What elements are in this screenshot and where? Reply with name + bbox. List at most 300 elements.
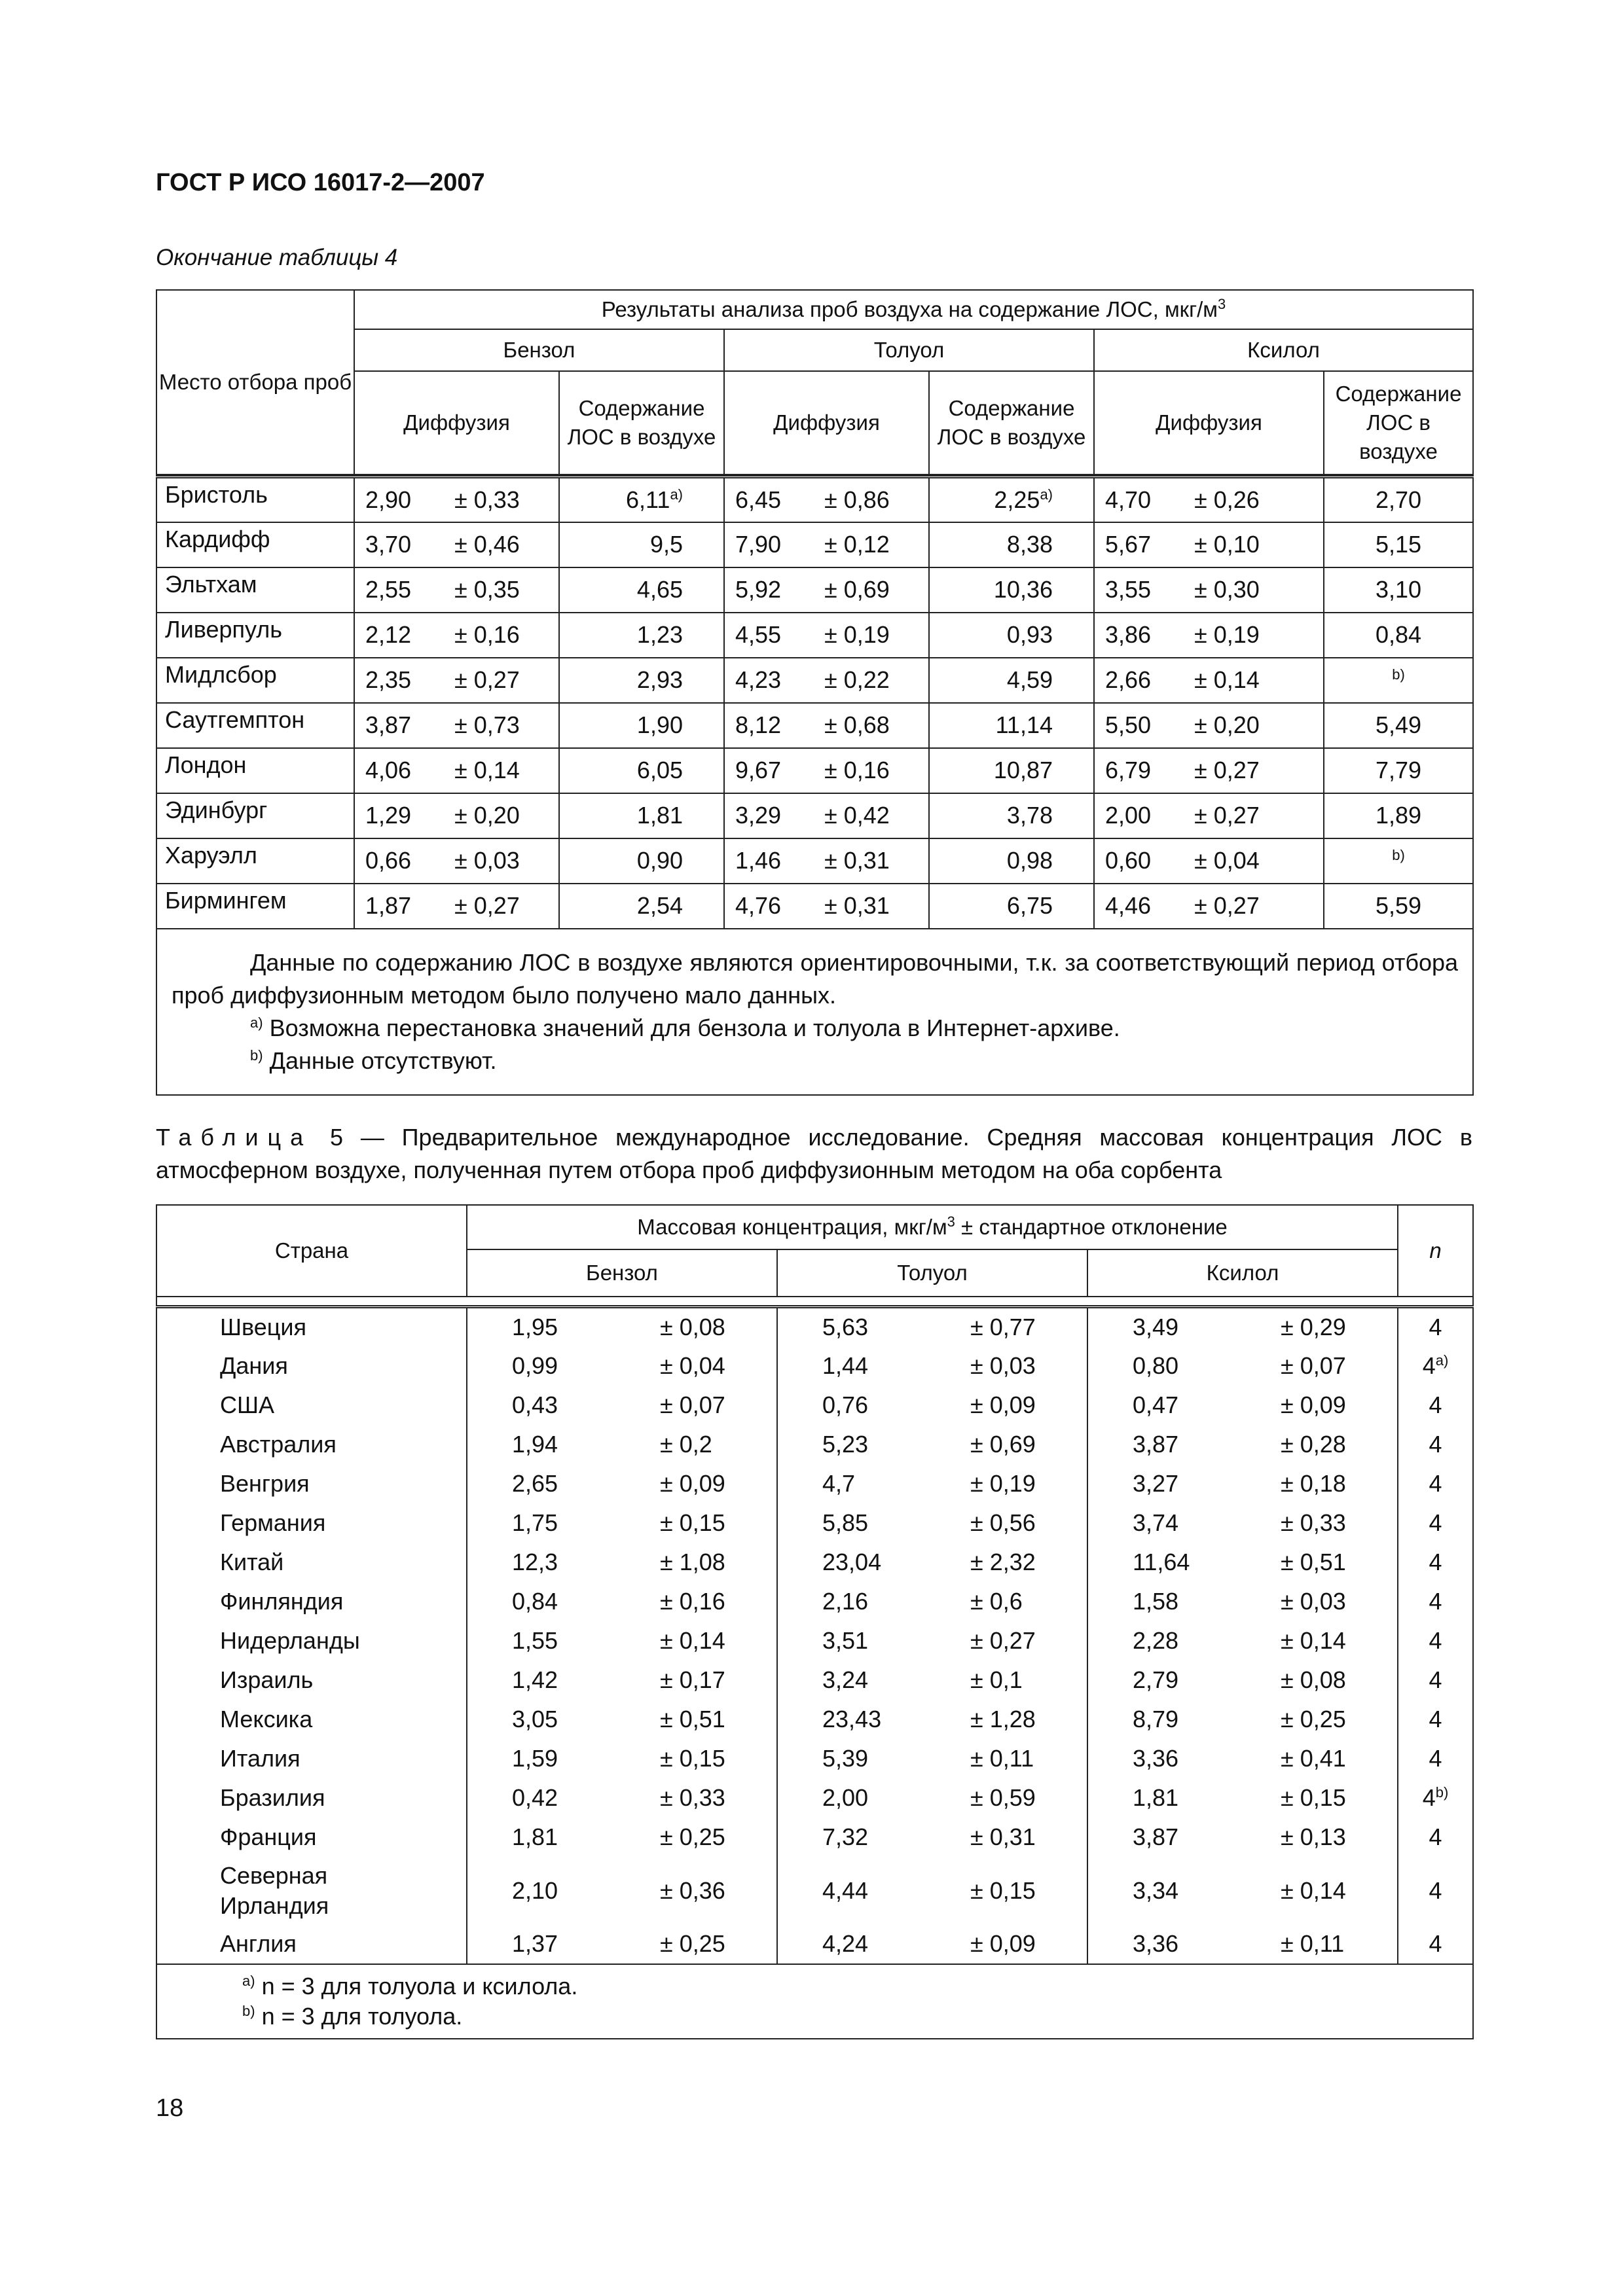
t4-xylene-sd: ± 0,04 (1194, 847, 1260, 874)
t5-toluene (777, 1818, 1087, 1857)
t5-country (156, 1700, 467, 1739)
t4-row (156, 613, 1473, 658)
t4-footnote-a: $^{a)}$ Возможна перестановка значений для бензола и толуола в Интернет-архиве. (250, 1014, 1120, 1041)
t4-toluene-value: 9,67 (735, 757, 782, 783)
t5-n (1398, 1925, 1473, 1964)
t5-xylene (1087, 1582, 1398, 1621)
t4-header-xylene: Ксилол (1094, 329, 1473, 371)
t5-n-value: 4 (1422, 1784, 1436, 1811)
t4-row (156, 884, 1473, 929)
t5-xylene-value: 3,74 (1133, 1509, 1179, 1536)
t5-n-value: 4 (1429, 1391, 1442, 1418)
t4-xylene-content-note: b) (1392, 847, 1405, 863)
t4-place: Эдинбург (156, 793, 354, 838)
t4-xylene-diffusion (1094, 793, 1324, 838)
t5-country-label: Германия (220, 1509, 326, 1536)
t5-benzene-value: 0,43 (512, 1391, 558, 1418)
t4-toluene-value: 8,12 (735, 711, 782, 738)
t5-country (156, 1739, 467, 1778)
t4-benzene-content (559, 522, 724, 567)
t4-benzene-content (559, 477, 724, 522)
t5-xylene-value: 11,64 (1133, 1548, 1190, 1575)
t5-toluene-sd: ± 0,69 (970, 1430, 1036, 1458)
t4-toluene-content (929, 703, 1094, 748)
t4-header-place: Место отбора проб (156, 290, 354, 475)
t4-note-text: Данные по содержанию ЛОС в воздухе являются ориентировочными, т.к. за соответствующий период отбора проб диффузионным методом было получено мало данных. (172, 948, 1459, 1009)
t5-toluene-sd: ± 0,11 (970, 1744, 1034, 1772)
t5-country-label: Франция (220, 1823, 317, 1850)
t5-xylene-sd: ± 0,14 (1281, 1626, 1346, 1654)
t4-header-results: Результаты анализа проб воздуха на содержание ЛОС, мкг/$м^3$ (354, 290, 1473, 329)
t5-toluene-sd: ± 0,1 (970, 1666, 1023, 1693)
t4-xylene-sd: ± 0,14 (1194, 666, 1260, 693)
t5-toluene-value: 23,04 (822, 1548, 882, 1575)
t4-xylene-value: 0,60 (1105, 847, 1152, 874)
t4-xylene-sd: ± 0,20 (1194, 711, 1260, 738)
t5-xylene (1087, 1503, 1398, 1543)
t5-country (156, 1386, 467, 1425)
t5-n (1398, 1464, 1473, 1503)
t4-xylene-diffusion (1094, 748, 1324, 793)
t5-xylene (1087, 1346, 1398, 1386)
t5-toluene (777, 1582, 1087, 1621)
t4-benzene-content (559, 838, 724, 884)
t4-benzene-sd: ± 0,27 (454, 892, 520, 919)
t4-footnote-b: $^{b)}$ Данные отсутствуют. (250, 1047, 497, 1074)
t5-row (156, 1818, 1473, 1857)
t4-benzene-value: 2,35 (365, 666, 412, 693)
t4-toluene-sd: ± 0,16 (824, 757, 890, 783)
t5-header-mass: Массовая концентрация, мкг/$м^3$ ± стандартное отклонение (467, 1205, 1398, 1249)
t5-n (1398, 1386, 1473, 1425)
t4-xylene-content (1324, 567, 1473, 613)
t4-xylene-content (1324, 613, 1473, 658)
t5-benzene-sd: ± 0,16 (660, 1587, 725, 1615)
t5-xylene-sd: ± 0,07 (1281, 1352, 1346, 1379)
t4-benzene-value: 3,87 (365, 711, 412, 738)
t4-toluene-content (929, 477, 1094, 522)
t4-benzene-content-value: 1,23 (636, 621, 683, 648)
t5-n-note: a) (1435, 1352, 1449, 1369)
t4-place: Лондон (156, 748, 354, 793)
t4-xylene-diffusion (1094, 522, 1324, 567)
t5-toluene-sd: ± 1,28 (970, 1705, 1036, 1732)
t4-benzene-content (559, 748, 724, 793)
t5-country-label: Австралия (220, 1430, 337, 1458)
t5-row (156, 1386, 1473, 1425)
t4-benzene-diffusion (354, 522, 559, 567)
t4-toluene-value: 1,46 (735, 847, 782, 874)
t5-country-label: Китай (220, 1548, 284, 1575)
t5-xylene (1087, 1660, 1398, 1700)
t4-benzene-content (559, 884, 724, 929)
t4-toluene-content (929, 748, 1094, 793)
t5-footnote-b: $^{b)}$ n = 3 для толуола. (242, 2002, 463, 2030)
table4-caption: Окончание таблицы 4 (156, 245, 398, 270)
t4-note (156, 929, 1473, 1095)
t4-toluene-sd: ± 0,19 (824, 621, 890, 648)
t5-country-label: Швеция (220, 1313, 306, 1340)
t4-benzene-value: 1,87 (365, 892, 412, 919)
t4-benzene-content-value: 9,5 (649, 531, 683, 558)
t5-benzene (467, 1307, 777, 1346)
t4-benzene-sd: ± 0,33 (454, 486, 520, 513)
t5-toluene (777, 1700, 1087, 1739)
t4-xylene-content (1324, 884, 1473, 929)
t5-benzene (467, 1700, 777, 1739)
t4-xylene-value: 3,55 (1105, 576, 1152, 603)
t5-xylene (1087, 1425, 1398, 1464)
t4-header-content: Содержание ЛОС в воздухе (929, 371, 1094, 475)
t5-toluene (777, 1346, 1087, 1386)
t4-toluene-content-value: 6,75 (1006, 892, 1053, 919)
t5-xylene (1087, 1621, 1398, 1660)
t5-xylene-sd: ± 0,51 (1281, 1548, 1346, 1575)
t5-country (156, 1582, 467, 1621)
t5-notes (156, 1964, 1473, 2039)
t5-toluene-value: 5,63 (822, 1313, 869, 1340)
t5-country (156, 1660, 467, 1700)
t4-benzene-diffusion (354, 613, 559, 658)
t5-benzene-sd: ± 0,04 (660, 1352, 725, 1379)
t5-xylene (1087, 1307, 1398, 1346)
t5-n (1398, 1307, 1473, 1346)
t4-toluene-content-value: 10,36 (993, 576, 1053, 603)
t5-xylene-value: 2,28 (1133, 1626, 1179, 1654)
t5-toluene-sd: ± 0,56 (970, 1509, 1036, 1536)
t5-benzene (467, 1464, 777, 1503)
t5-toluene-value: 3,24 (822, 1666, 869, 1693)
t4-toluene-sd: ± 0,22 (824, 666, 890, 693)
t5-country (156, 1464, 467, 1503)
t4-xylene-content-value: 1,89 (1375, 802, 1422, 829)
t4-benzene-diffusion (354, 567, 559, 613)
t5-xylene-sd: ± 0,15 (1281, 1784, 1346, 1811)
t4-header-diffusion: Диффузия (354, 371, 559, 475)
t4-row (156, 658, 1473, 703)
t5-toluene (777, 1778, 1087, 1818)
t5-xylene-sd: ± 0,33 (1281, 1509, 1346, 1536)
t4-benzene-sd: ± 0,73 (454, 711, 520, 738)
t4-toluene-content (929, 793, 1094, 838)
table4 (156, 289, 1474, 1096)
t5-country (156, 1346, 467, 1386)
t4-xylene-content (1324, 522, 1473, 567)
t5-benzene-sd: ± 0,51 (660, 1705, 725, 1732)
t5-toluene (777, 1425, 1087, 1464)
t4-xylene-content-value: 3,10 (1375, 576, 1422, 603)
t5-header-xylene: Ксилол (1087, 1249, 1398, 1297)
t5-header-n: n (1398, 1205, 1473, 1297)
t4-row (156, 793, 1473, 838)
t4-toluene-value: 6,45 (735, 486, 782, 513)
t5-benzene-sd: ± 0,33 (660, 1784, 725, 1811)
page-number: 18 (156, 2094, 184, 2122)
t5-toluene-sd: ± 0,31 (970, 1823, 1036, 1850)
t5-benzene-sd: ± 0,08 (660, 1313, 725, 1340)
t4-xylene-sd: ± 0,27 (1194, 802, 1260, 829)
t5-country-label: Северная Ирландия (220, 1861, 329, 1919)
t5-xylene (1087, 1778, 1398, 1818)
t4-benzene-value: 4,06 (365, 757, 412, 783)
t5-benzene-value: 0,42 (512, 1784, 558, 1811)
t5-toluene-sd: ± 0,09 (970, 1391, 1036, 1418)
t5-country-label: Венгрия (220, 1469, 310, 1497)
t5-row (156, 1307, 1473, 1346)
t5-xylene-sd: ± 0,41 (1281, 1744, 1346, 1772)
t4-xylene-sd: ± 0,27 (1194, 757, 1260, 783)
t5-benzene-sd: ± 0,15 (660, 1509, 725, 1536)
t4-toluene-value: 4,55 (735, 621, 782, 648)
t5-n-value: 4 (1429, 1666, 1442, 1693)
t4-toluene-diffusion (724, 477, 929, 522)
t4-toluene-diffusion (724, 838, 929, 884)
t5-country (156, 1503, 467, 1543)
t5-toluene-value: 7,32 (822, 1823, 869, 1850)
t4-xylene-diffusion (1094, 658, 1324, 703)
t4-toluene-diffusion (724, 703, 929, 748)
t5-country-label: Англия (220, 1930, 297, 1957)
t5-toluene (777, 1739, 1087, 1778)
t5-benzene (467, 1346, 777, 1386)
t5-country-label: Италия (220, 1744, 301, 1772)
t5-toluene (777, 1307, 1087, 1346)
t5-n-value: 4 (1429, 1705, 1442, 1732)
t4-xylene-sd: ± 0,10 (1194, 531, 1260, 558)
t5-country-label: Финляндия (220, 1587, 344, 1615)
t5-country-label: Бразилия (220, 1784, 325, 1811)
t4-place: Мидлсбор (156, 658, 354, 703)
t5-toluene-value: 4,44 (822, 1876, 869, 1904)
t4-xylene-sd: ± 0,19 (1194, 621, 1260, 648)
t4-xylene-content (1324, 838, 1473, 884)
t4-benzene-content-value: 6,05 (636, 757, 683, 783)
t5-row (156, 1425, 1473, 1464)
t5-toluene-sd: ± 0,09 (970, 1930, 1036, 1957)
t4-toluene-value: 4,76 (735, 892, 782, 919)
document-header: ГОСТ Р ИСО 16017-2—2007 (156, 169, 485, 196)
t5-xylene-value: 3,87 (1133, 1823, 1179, 1850)
t5-benzene-sd: ± 0,2 (660, 1430, 712, 1458)
t5-toluene-sd: ± 0,77 (970, 1313, 1036, 1340)
t5-xylene-sd: ± 0,29 (1281, 1313, 1346, 1340)
t5-benzene (467, 1621, 777, 1660)
t5-xylene (1087, 1386, 1398, 1425)
t4-benzene-diffusion (354, 477, 559, 522)
t5-n (1398, 1582, 1473, 1621)
t5-benzene-value: 1,94 (512, 1430, 558, 1458)
t4-toluene-sd: ± 0,31 (824, 892, 890, 919)
t4-benzene-content-value: 0,90 (636, 847, 683, 874)
t4-benzene-value: 2,12 (365, 621, 412, 648)
t5-n (1398, 1857, 1473, 1925)
t5-xylene (1087, 1739, 1398, 1778)
t4-toluene-content (929, 884, 1094, 929)
t4-xylene-diffusion (1094, 613, 1324, 658)
t5-toluene-sd: ± 0,03 (970, 1352, 1036, 1379)
t4-toluene-content (929, 522, 1094, 567)
t4-xylene-value: 4,70 (1105, 486, 1152, 513)
t5-benzene-sd: ± 0,17 (660, 1666, 725, 1693)
t5-toluene-sd: ± 0,59 (970, 1784, 1036, 1811)
t4-row (156, 567, 1473, 613)
t5-n (1398, 1543, 1473, 1582)
t4-benzene-diffusion (354, 658, 559, 703)
t5-xylene-sd: ± 0,14 (1281, 1876, 1346, 1904)
t4-place: Кардифф (156, 522, 354, 567)
t5-benzene (467, 1857, 777, 1925)
t5-row (156, 1346, 1473, 1386)
t4-toluene-diffusion (724, 748, 929, 793)
t5-country (156, 1818, 467, 1857)
t5-country (156, 1307, 467, 1346)
t4-toluene-diffusion (724, 613, 929, 658)
t5-n (1398, 1425, 1473, 1464)
t4-toluene-value: 5,92 (735, 576, 782, 603)
t4-toluene-diffusion (724, 658, 929, 703)
t5-country-label: Мексика (220, 1705, 313, 1732)
t5-country-label: США (220, 1391, 275, 1418)
t5-benzene (467, 1739, 777, 1778)
t5-row (156, 1464, 1473, 1503)
t4-benzene-sd: ± 0,14 (454, 757, 520, 783)
t5-benzene-value: 0,99 (512, 1352, 558, 1379)
t4-xylene-content-value: 5,15 (1375, 531, 1422, 558)
t5-row (156, 1739, 1473, 1778)
t5-row (156, 1543, 1473, 1582)
t5-xylene-value: 3,87 (1133, 1430, 1179, 1458)
t4-benzene-value: 1,29 (365, 802, 412, 829)
t5-xylene-sd: ± 0,28 (1281, 1430, 1346, 1458)
t5-toluene-sd: ± 0,19 (970, 1469, 1036, 1497)
t4-row (156, 477, 1473, 522)
t5-n-value: 4 (1429, 1930, 1442, 1957)
t5-n-value: 4 (1429, 1626, 1442, 1654)
t4-xylene-value: 3,86 (1105, 621, 1152, 648)
t5-xylene (1087, 1464, 1398, 1503)
t5-row (156, 1582, 1473, 1621)
t5-n-value: 4 (1429, 1509, 1442, 1536)
t4-toluene-sd: ± 0,68 (824, 711, 890, 738)
t5-footnote-a: $^{a)}$ n = 3 для толуола и ксилола. (242, 1972, 578, 2000)
t4-toluene-sd: ± 0,69 (824, 576, 890, 603)
t5-country (156, 1425, 467, 1464)
t4-toluene-content (929, 838, 1094, 884)
t5-xylene-value: 8,79 (1133, 1705, 1179, 1732)
t4-toluene-diffusion (724, 522, 929, 567)
t5-benzene (467, 1543, 777, 1582)
t5-toluene (777, 1464, 1087, 1503)
t4-toluene-content-value: 0,98 (1006, 847, 1053, 874)
t5-row (156, 1621, 1473, 1660)
t5-benzene-value: 1,75 (512, 1509, 558, 1536)
t5-n-value: 4 (1429, 1430, 1442, 1458)
t5-row (156, 1778, 1473, 1818)
t4-toluene-diffusion (724, 793, 929, 838)
t4-benzene-sd: ± 0,03 (454, 847, 520, 874)
t4-benzene-content (559, 658, 724, 703)
t5-xylene-value: 1,81 (1133, 1784, 1179, 1811)
t4-xylene-content (1324, 477, 1473, 522)
t4-header-diffusion: Диффузия (724, 371, 929, 475)
t5-xylene-sd: ± 0,03 (1281, 1587, 1346, 1615)
t4-xylene-value: 6,79 (1105, 757, 1152, 783)
t5-row (156, 1857, 1473, 1925)
t4-toluene-value: 4,23 (735, 666, 782, 693)
t4-benzene-value: 0,66 (365, 847, 412, 874)
t5-xylene-sd: ± 0,09 (1281, 1391, 1346, 1418)
t5-toluene (777, 1857, 1087, 1925)
t4-header-diffusion: Диффузия (1094, 371, 1324, 475)
t5-header-benzene: Бензол (467, 1249, 777, 1297)
t5-toluene-value: 2,00 (822, 1784, 869, 1811)
t5-toluene-value: 23,43 (822, 1705, 882, 1732)
t5-n (1398, 1700, 1473, 1739)
t4-xylene-content (1324, 658, 1473, 703)
t5-country-label: Дания (220, 1352, 288, 1379)
t4-benzene-sd: ± 0,27 (454, 666, 520, 693)
t4-xylene-diffusion (1094, 884, 1324, 929)
t5-xylene-sd: ± 0,18 (1281, 1469, 1346, 1497)
t4-benzene-content (559, 613, 724, 658)
t4-xylene-sd: ± 0,26 (1194, 486, 1260, 513)
t5-country (156, 1621, 467, 1660)
t4-xylene-content-value: 7,79 (1375, 757, 1422, 783)
t5-header-country: Страна (156, 1205, 467, 1297)
t4-benzene-content-value: 2,93 (636, 666, 683, 693)
t4-benzene-sd: ± 0,16 (454, 621, 520, 648)
t4-toluene-content (929, 658, 1094, 703)
t4-place: Харуэлл (156, 838, 354, 884)
t4-toluene-sd: ± 0,42 (824, 802, 890, 829)
t4-header-content: Содержание ЛОС в воздухе (559, 371, 724, 475)
t5-benzene-sd: ± 0,15 (660, 1744, 725, 1772)
t4-toluene-diffusion (724, 884, 929, 929)
t5-xylene-sd: ± 0,25 (1281, 1705, 1346, 1732)
t4-xylene-content-value: 0,84 (1375, 621, 1422, 648)
t4-toluene-content (929, 567, 1094, 613)
t5-xylene (1087, 1857, 1398, 1925)
t5-n-value: 4 (1429, 1823, 1442, 1850)
t4-header-content: Содержание ЛОС в воздухе (1324, 371, 1473, 475)
t5-n-value: 4 (1429, 1313, 1442, 1340)
t5-toluene (777, 1503, 1087, 1543)
t4-row (156, 522, 1473, 567)
t4-benzene-content (559, 793, 724, 838)
t5-xylene (1087, 1700, 1398, 1739)
t5-toluene-value: 5,23 (822, 1430, 869, 1458)
t4-toluene-sd: ± 0,31 (824, 847, 890, 874)
t5-country (156, 1857, 467, 1925)
t4-place: Эльтхам (156, 567, 354, 613)
t5-n-value: 4 (1429, 1469, 1442, 1497)
t5-benzene (467, 1386, 777, 1425)
t4-benzene-content-value: 1,81 (636, 802, 683, 829)
t4-benzene-content-value: 6,11 (626, 486, 670, 513)
t4-benzene-diffusion (354, 793, 559, 838)
t4-place: Бирмингем (156, 884, 354, 929)
t4-benzene-sd: ± 0,46 (454, 531, 520, 558)
t4-benzene-diffusion (354, 703, 559, 748)
t5-toluene-value: 0,76 (822, 1391, 869, 1418)
t4-xylene-sd: ± 0,30 (1194, 576, 1260, 603)
t5-xylene-value: 3,36 (1133, 1930, 1179, 1957)
t4-benzene-content-value: 4,65 (636, 576, 683, 603)
t5-xylene-value: 2,79 (1133, 1666, 1179, 1693)
t5-xylene-sd: ± 0,11 (1281, 1930, 1345, 1957)
t5-row (156, 1925, 1473, 1964)
t5-n (1398, 1778, 1473, 1818)
